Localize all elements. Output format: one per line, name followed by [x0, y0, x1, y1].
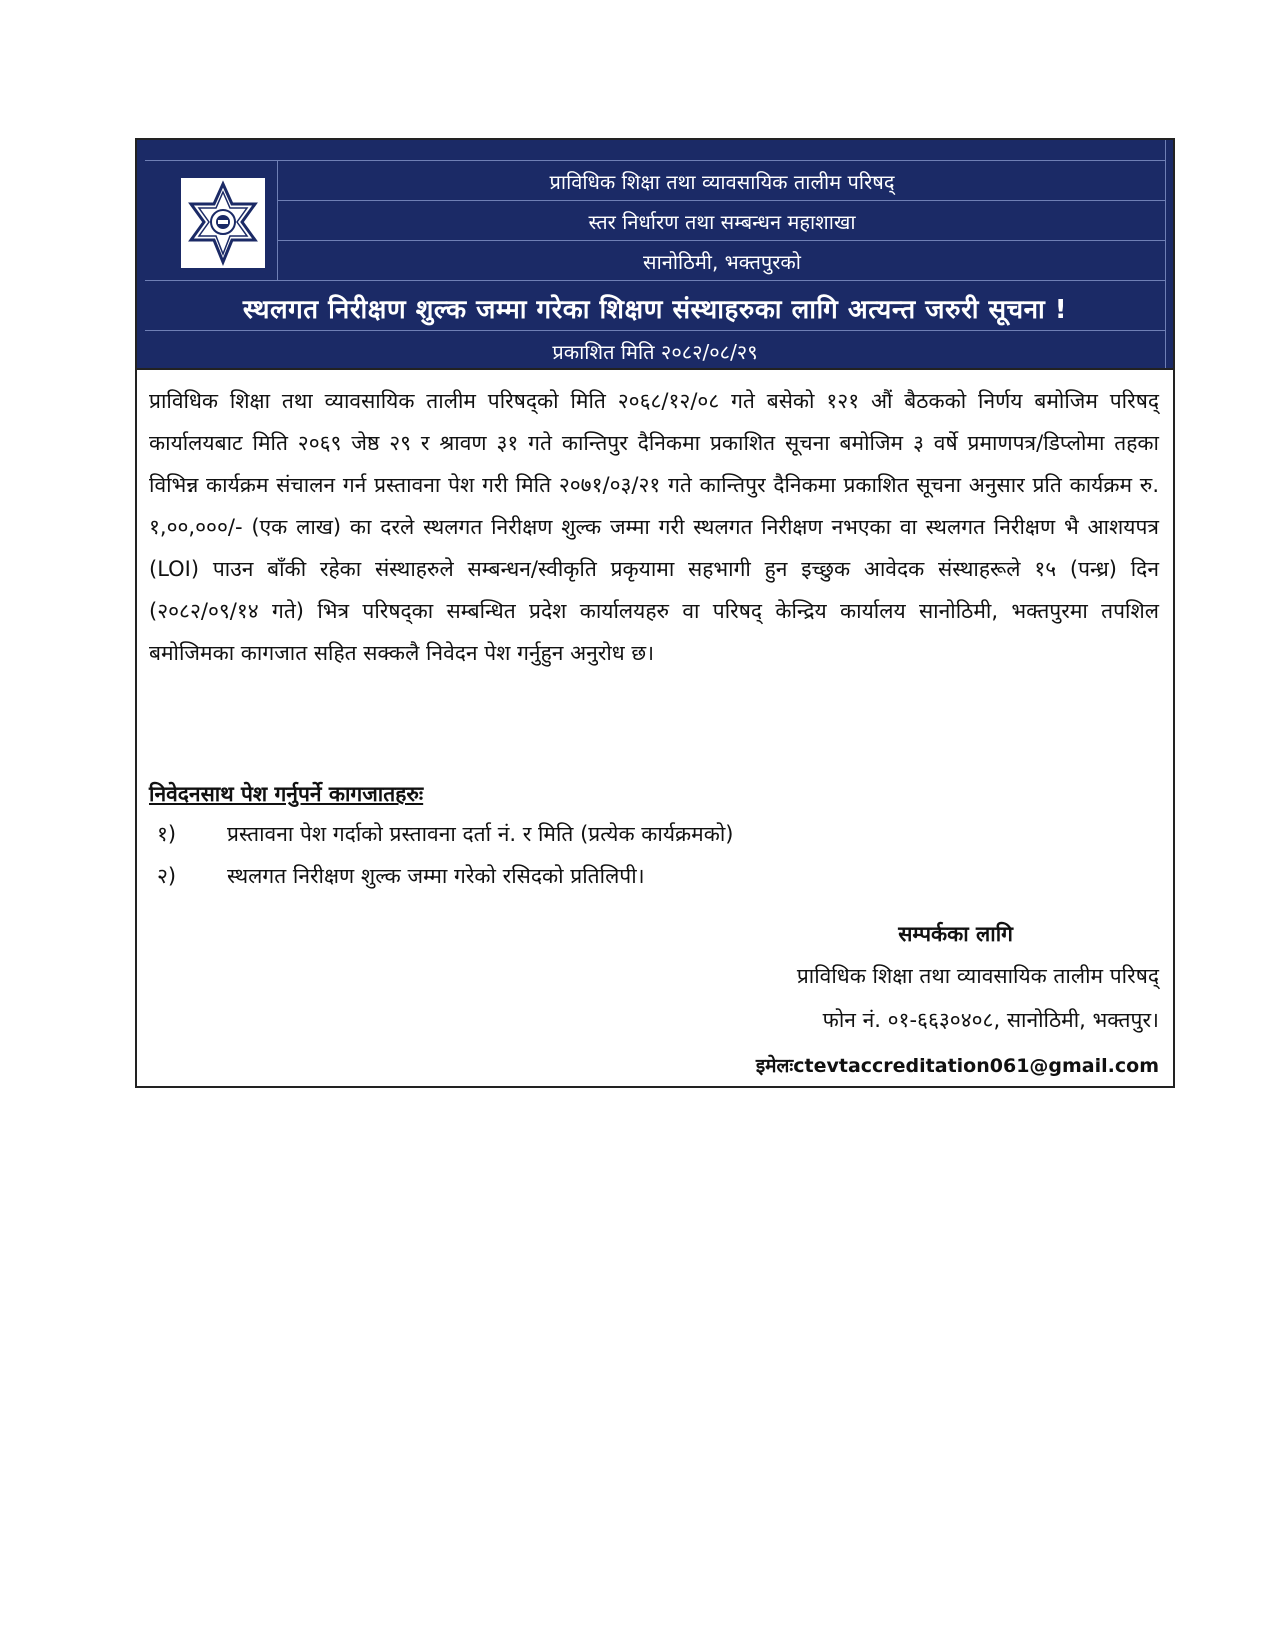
required-documents-heading: निवेदनसाथ पेश गर्नुपर्ने कागजातहरुः — [149, 782, 424, 806]
header-rule — [277, 160, 278, 280]
list-item-number: १) — [157, 822, 177, 846]
notice-header — [137, 140, 1173, 370]
notice-document — [135, 138, 1175, 1088]
contact-phone: फोन नं. ०१-६६३०४०८, सानोठिमी, भक्तपुर। — [822, 1008, 1159, 1032]
header-rule — [145, 280, 1165, 281]
contact-email: इमेलःctevtaccreditation061@gmail.com — [755, 1055, 1159, 1077]
division-name: स्तर निर्धारण तथा सम्बन्धन महाशाखा — [588, 210, 856, 234]
list-item — [149, 820, 733, 848]
notice-body-paragraph: प्राविधिक शिक्षा तथा व्यावसायिक तालीम परिषद्को मिति २०६८/१२/०८ गते बसेको १२१ औं बैठकको निर्णय बमोजिम परिषद् कार्यालयबाट मिति २०६९ जेष्ठ २९ र श्रावण ३१ गते कान्तिपुर दैनिकमा प्रकाशित सूचना बमोजिम ३ वर्षे प्रमाणपत्र/डिप्लोमा तहका विभिन्न कार्यक्रम संचालन गर्न प्रस्तावना पेश गरी मिति २०७१/०३/२१ गते कान्तिपुर दैनिकमा प्रकाशित सूचना अनुसार प्रति कार्यक्रम रु. १,००,०००/- (एक लाख) का दरले स्थलगत निरीक्षण शुल्क जम्मा गरी स्थलगत निरीक्षण नभएका वा स्थलगत निरीक्षण भै आशयपत्र (LOI) पाउन बाँकी रहेका संस्थाहरुले सम्बन्धन/स्वीकृति प्रकृयामा सहभागी हुन इच्छुक आवेदक संस्थाहरूले १५ (पन्ध्र) दिन (२०८२/०९/१४ गते) भित्र परिषद्का सम्बन्धित प्रदेश कार्यालयहरु वा परिषद् केन्द्रिय कार्यालय सानोठिमी, भक्तपुरमा तपशिल बमोजिमका कागजात सहित सक्कलै निवेदन पेश गर्नुहुन अनुरोध छ। — [149, 389, 1159, 665]
ctevt-logo — [181, 178, 265, 268]
header-rule — [145, 330, 1165, 331]
list-item-text: स्थलगत निरीक्षण शुल्क जम्मा गरेको रसिदको प्रतिलिपी। — [227, 864, 645, 888]
list-item-text: प्रस्तावना पेश गर्दाको प्रस्तावना दर्ता नं. र मिति (प्रत्येक कार्यक्रमको) — [227, 822, 734, 846]
notice-title: स्थलगत निरीक्षण शुल्क जम्मा गरेका शिक्षण संस्थाहरुका लागि अत्यन्त जरुरी सूचना ! — [242, 295, 1068, 325]
published-date: प्रकाशित मिति २०८२/०८/२९ — [552, 340, 758, 364]
star-emblem-icon — [181, 178, 265, 268]
header-rule — [145, 160, 1165, 161]
contact-heading: सम्पर्कका लागि — [898, 922, 1013, 946]
organization-name: प्राविधिक शिक्षा तथा व्यावसायिक तालीम परिषद् — [549, 170, 895, 194]
list-item-number: २) — [157, 864, 177, 888]
header-rule — [277, 240, 1165, 241]
header-rule — [277, 200, 1165, 201]
contact-organization: प्राविधिक शिक्षा तथा व्यावसायिक तालीम परिषद् — [796, 964, 1159, 988]
header-rule — [1165, 140, 1166, 368]
office-location: सानोठिमी, भक्तपुरको — [643, 250, 801, 274]
list-item — [149, 862, 645, 890]
